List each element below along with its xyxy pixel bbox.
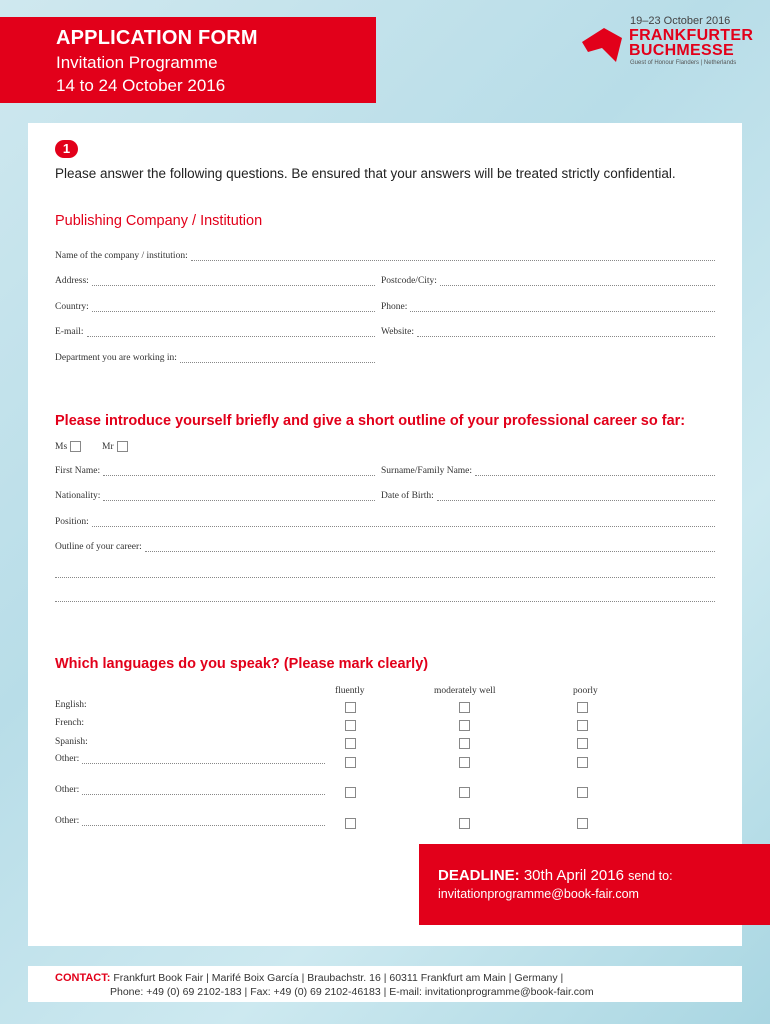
contact-label: CONTACT: <box>55 972 111 984</box>
form-panel <box>28 123 742 946</box>
form-title: APPLICATION FORM <box>56 27 258 49</box>
first-name-field[interactable]: First Name: <box>55 466 375 476</box>
deadline-email[interactable]: invitationprogramme@book-fair.com <box>438 887 639 901</box>
language-other-1[interactable]: Other: <box>55 754 325 764</box>
contact-line-1 <box>55 972 563 984</box>
other1-moderate-checkbox[interactable] <box>459 757 470 768</box>
fair-logo <box>582 14 752 74</box>
email-field[interactable]: E-mail: <box>55 327 375 337</box>
contact-footer <box>28 966 742 1002</box>
english-fluently-checkbox[interactable] <box>345 702 356 713</box>
column-fluently: fluently <box>335 686 365 696</box>
nationality-field[interactable]: Nationality: <box>55 491 375 501</box>
french-fluently-checkbox[interactable] <box>345 720 356 731</box>
mr-box[interactable] <box>117 441 128 452</box>
french-poorly-checkbox[interactable] <box>577 720 588 731</box>
deadline-send-to: send to: <box>628 869 673 883</box>
contact-address: Frankfurt Book Fair | Marifé Boix García | Braubachstr. 16 | 60311 Frankfurt am Main | Germany | <box>113 972 564 984</box>
fair-logo-icon <box>582 28 622 62</box>
career-heading: Please introduce yourself briefly and give a short outline of your professional career so far: <box>55 413 686 429</box>
fair-name-line1: FRANKFURTER <box>629 27 754 44</box>
form-subtitle: Invitation Programme <box>56 53 218 72</box>
column-moderately-well: moderately well <box>434 686 496 696</box>
postcode-field[interactable]: Postcode/City: <box>381 276 715 286</box>
spanish-poorly-checkbox[interactable] <box>577 738 588 749</box>
spanish-moderate-checkbox[interactable] <box>459 738 470 749</box>
website-field[interactable]: Website: <box>381 327 715 337</box>
fair-name-line2: BUCHMESSE <box>629 42 734 59</box>
section-number-badge: 1 <box>55 140 78 158</box>
english-poorly-checkbox[interactable] <box>577 702 588 713</box>
phone-field[interactable]: Phone: <box>381 302 715 312</box>
language-spanish: Spanish: <box>55 737 88 747</box>
guest-of-honour: Guest of Honour Flanders | Netherlands <box>630 60 737 66</box>
programme-dates: 14 to 24 October 2016 <box>56 76 226 95</box>
ms-checkbox[interactable]: Ms <box>55 441 81 452</box>
spanish-fluently-checkbox[interactable] <box>345 738 356 749</box>
country-field[interactable]: Country: <box>55 302 375 312</box>
other3-moderate-checkbox[interactable] <box>459 818 470 829</box>
languages-heading: Which languages do you speak? (Please mark clearly) <box>55 656 429 672</box>
other1-fluently-checkbox[interactable] <box>345 757 356 768</box>
career-outline-line-2[interactable] <box>55 576 715 578</box>
mr-checkbox[interactable]: Mr <box>102 441 128 452</box>
column-poorly: poorly <box>573 686 598 696</box>
other3-fluently-checkbox[interactable] <box>345 818 356 829</box>
intro-text: Please answer the following questions. Be ensured that your answers will be treated strictly confidential. <box>55 166 676 181</box>
other3-poorly-checkbox[interactable] <box>577 818 588 829</box>
ms-box[interactable] <box>70 441 81 452</box>
position-field[interactable]: Position: <box>55 517 715 527</box>
contact-line-2: Phone: +49 (0) 69 2102-183 | Fax: +49 (0) 69 2102-46183 | E-mail: invitationprogramme@book-fair.com <box>110 986 594 998</box>
language-other-3[interactable]: Other: <box>55 816 325 826</box>
other2-poorly-checkbox[interactable] <box>577 787 588 798</box>
deadline-date: 30th April 2016 <box>523 867 624 884</box>
language-english: English: <box>55 700 87 710</box>
language-other-2[interactable]: Other: <box>55 785 325 795</box>
surname-field[interactable]: Surname/Family Name: <box>381 466 715 476</box>
deadline-label: DEADLINE: <box>438 867 520 884</box>
company-heading: Publishing Company / Institution <box>55 213 263 229</box>
deadline-box <box>419 844 770 925</box>
address-field[interactable]: Address: <box>55 276 375 286</box>
other2-fluently-checkbox[interactable] <box>345 787 356 798</box>
career-outline-field[interactable]: Outline of your career: <box>55 542 715 552</box>
title-block <box>0 17 376 103</box>
department-field[interactable]: Department you are working in: <box>55 353 375 363</box>
company-field[interactable]: Name of the company / institution: <box>55 251 715 261</box>
deadline-line <box>438 867 673 884</box>
language-french: French: <box>55 718 85 728</box>
fair-dates: 19–23 October 2016 <box>630 15 731 27</box>
career-outline-line-3[interactable] <box>55 600 715 602</box>
english-moderate-checkbox[interactable] <box>459 702 470 713</box>
other1-poorly-checkbox[interactable] <box>577 757 588 768</box>
other2-moderate-checkbox[interactable] <box>459 787 470 798</box>
dob-field[interactable]: Date of Birth: <box>381 491 715 501</box>
french-moderate-checkbox[interactable] <box>459 720 470 731</box>
